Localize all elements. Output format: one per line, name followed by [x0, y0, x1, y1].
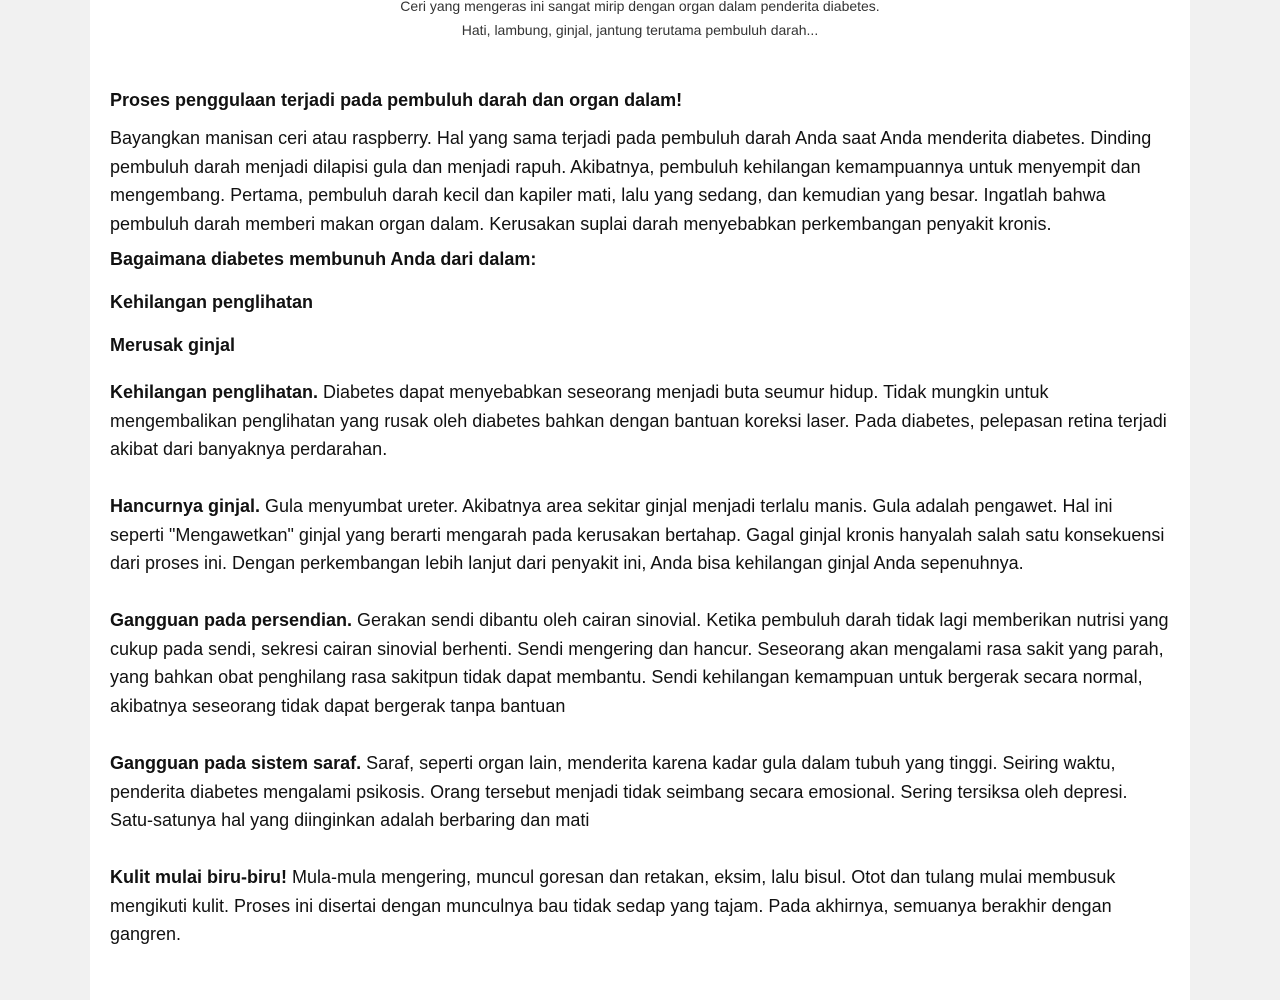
item-text: Saraf, seperti organ lain, menderita karena kadar gula dalam tubuh yang tinggi. Seiring waktu, penderita diabetes mengalami psikosis. Orang tersebut menjadi tidak seimbang secara emosional. Sering tersiksa oleh depresi. Satu-satunya hal yang diinginkan adalah berbaring dan mati [110, 752, 1128, 831]
item-ginjal [110, 492, 1170, 578]
item-title: Kehilangan penglihatan. [110, 381, 319, 402]
article-body [110, 86, 1170, 977]
section-heading-bagaimana: Bagaimana diabetes membunuh Anda dari dalam: [110, 248, 537, 269]
image-caption-line-2: Hati, lambung, ginjal, jantung terutama pembuluh darah... [461, 22, 819, 38]
item-title: Gangguan pada persendian. [110, 610, 353, 631]
item-persendian [110, 606, 1170, 721]
section-heading-merusak-ginjal: Merusak ginjal [110, 334, 236, 355]
paragraph-bayangkan: Bayangkan manisan ceri atau raspberry. Hal yang sama terjadi pada pembuluh darah Anda saat Anda menderita diabetes. Dinding pembuluh darah menjadi dilapisi gula dan menjadi rapuh. Akibatnya, pembuluh kehilangan kemampuannya untuk menyempit dan mengembang. Pertama, pembuluh darah kecil dan kapiler mati, lalu yang sedang, dan kemudian yang besar. Ingatlah bahwa pembuluh darah memberi makan organ dalam. Kerusakan suplai darah menyebabkan perkembangan penyakit kronis. [110, 128, 1152, 235]
item-sistem-saraf [110, 749, 1170, 835]
item-kulit [110, 863, 1170, 949]
section-heading-kehilangan-penglihatan: Kehilangan penglihatan [110, 291, 314, 312]
item-penglihatan [110, 378, 1170, 464]
section-heading-proses: Proses penggulaan terjadi pada pembuluh darah dan organ dalam! [110, 90, 683, 110]
image-caption-line-1: Ceri yang mengeras ini sangat mirip dengan organ dalam penderita diabetes. [400, 0, 880, 14]
item-title: Hancurnya ginjal. [110, 495, 261, 516]
item-text: Diabetes dapat menyebabkan seseorang menjadi buta seumur hidup. Tidak mungkin untuk mengembalikan penglihatan yang rusak oleh diabetes bahkan dengan bantuan koreksi laser. Pada diabetes, pelepasan retina terjadi akibat dari banyaknya perdarahan. [110, 381, 1167, 460]
item-title: Kulit mulai biru-biru! [110, 866, 287, 887]
item-text: Gerakan sendi dibantu oleh cairan sinovial. Ketika pembuluh darah tidak lagi memberikan nutrisi yang cukup pada sendi, sekresi cairan sinovial berhenti. Sendi mengering dan hancur. Seseorang akan mengalami rasa sakit yang parah, yang bahkan obat penghilang rasa sakitpun tidak dapat membantu. Sendi kehilangan kemampuan untuk bergerak secara normal, akibatnya seseorang tidak dapat bergerak tanpa bantuan [110, 610, 1169, 717]
article-page [90, 0, 1190, 1000]
item-text: Gula menyumbat ureter. Akibatnya area sekitar ginjal menjadi terlalu manis. Gula adalah pengawet. Hal ini seperti "Mengawetkan" ginjal yang berarti mengarah pada kerusakan bertahap. Gagal ginjal kronis hanyalah salah satu konsekuensi dari proses ini. Dengan perkembangan lebih lanjut dari penyakit ini, Anda bisa kehilangan ginjal Anda sepenuhnya. [110, 495, 1165, 574]
item-text: Mula-mula mengering, muncul goresan dan retakan, eksim, lalu bisul. Otot dan tulang mulai membusuk mengikuti kulit. Proses ini disertai dengan munculnya bau tidak sedap yang tajam. Pada akhirnya, semuanya berakhir dengan gangren. [110, 866, 1116, 945]
item-title: Gangguan pada sistem saraf. [110, 752, 362, 773]
